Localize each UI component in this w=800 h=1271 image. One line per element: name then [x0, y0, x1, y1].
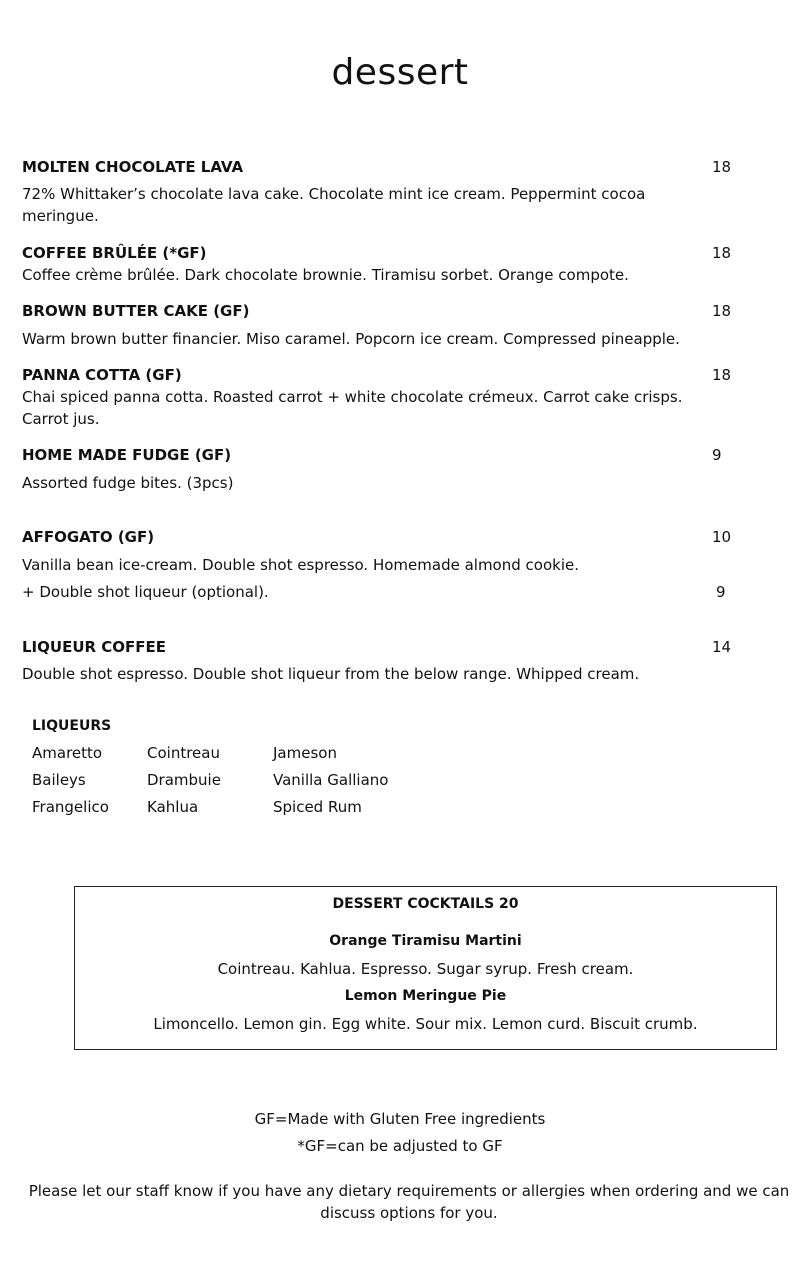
- cocktails-heading: DESSERT COCKTAILS 20: [332, 896, 519, 912]
- item-price: 10: [712, 528, 732, 546]
- liqueurs-heading: LIQUEURS: [32, 718, 112, 734]
- cocktail-description: Cointreau. Kahlua. Espresso. Sugar syrup. Fresh cream.: [217, 960, 634, 978]
- item-description: Assorted fudge bites. (3pcs): [22, 474, 234, 492]
- item-name-liqueur-coffee: LIQUEUR COFFEE: [22, 638, 167, 656]
- liqueur-item: Spiced Rum: [273, 798, 362, 816]
- item-name-home-made-fudge: HOME MADE FUDGE (GF): [22, 446, 232, 464]
- item-description: Coffee crème brûlée. Dark chocolate brownie. Tiramisu sorbet. Orange compote.: [22, 266, 629, 284]
- item-description: Double shot espresso. Double shot liqueur from the below range. Whipped cream.: [22, 665, 640, 683]
- cocktail-name: Lemon Meringue Pie: [344, 988, 507, 1004]
- item-addon: + Double shot liqueur (optional).: [22, 583, 269, 601]
- dietary-note: Please let our staff know if you have any dietary requirements or allergies when ordering and we can discuss options for you.: [28, 1182, 790, 1222]
- item-price: 18: [712, 366, 732, 384]
- adjust-note: *GF=can be adjusted to GF: [297, 1137, 503, 1155]
- liqueur-item: Baileys: [32, 771, 86, 789]
- liqueur-item: Drambuie: [147, 771, 221, 789]
- item-name-brown-butter-cake: BROWN BUTTER CAKE (GF): [22, 302, 250, 320]
- item-name-affogato: AFFOGATO (GF): [22, 528, 155, 546]
- liqueur-item: Kahlua: [147, 798, 199, 816]
- item-price: 18: [712, 302, 732, 320]
- item-description: Warm brown butter financier. Miso caramel. Popcorn ice cream. Compressed pineapple.: [22, 330, 680, 348]
- item-description: Chai spiced panna cotta. Roasted carrot + white chocolate crémeux. Carrot cake crisps. Carrot jus.: [22, 388, 683, 428]
- item-price: 14: [712, 638, 732, 656]
- item-price: 18: [712, 158, 732, 176]
- item-addon-price: 9: [716, 583, 726, 601]
- cocktail-description: Limoncello. Lemon gin. Egg white. Sour mix. Lemon curd. Biscuit crumb.: [153, 1015, 698, 1033]
- dessert-cocktails-box: [74, 886, 777, 1050]
- item-name-molten-chocolate-lava: MOLTEN CHOCOLATE LAVA: [22, 158, 244, 176]
- cocktail-name: Orange Tiramisu Martini: [329, 933, 522, 949]
- liqueur-item: Cointreau: [147, 744, 220, 762]
- item-price: 9: [712, 446, 722, 464]
- menu-title: dessert: [331, 52, 469, 93]
- liqueur-item: Frangelico: [32, 798, 109, 816]
- item-description: Vanilla bean ice-cream. Double shot espresso. Homemade almond cookie.: [22, 556, 579, 574]
- liqueur-item: Amaretto: [32, 744, 103, 762]
- gf-note: GF=Made with Gluten Free ingredients: [254, 1110, 546, 1128]
- item-name-coffee-brulee: COFFEE BRÛLÉE (*GF): [22, 244, 207, 262]
- item-price: 18: [712, 244, 732, 262]
- liqueur-item: Vanilla Galliano: [273, 771, 389, 789]
- liqueur-item: Jameson: [273, 744, 337, 762]
- item-description: 72% Whittaker’s chocolate lava cake. Chocolate mint ice cream. Peppermint cocoa meringue.: [22, 185, 646, 225]
- item-name-panna-cotta: PANNA COTTA (GF): [22, 366, 182, 384]
